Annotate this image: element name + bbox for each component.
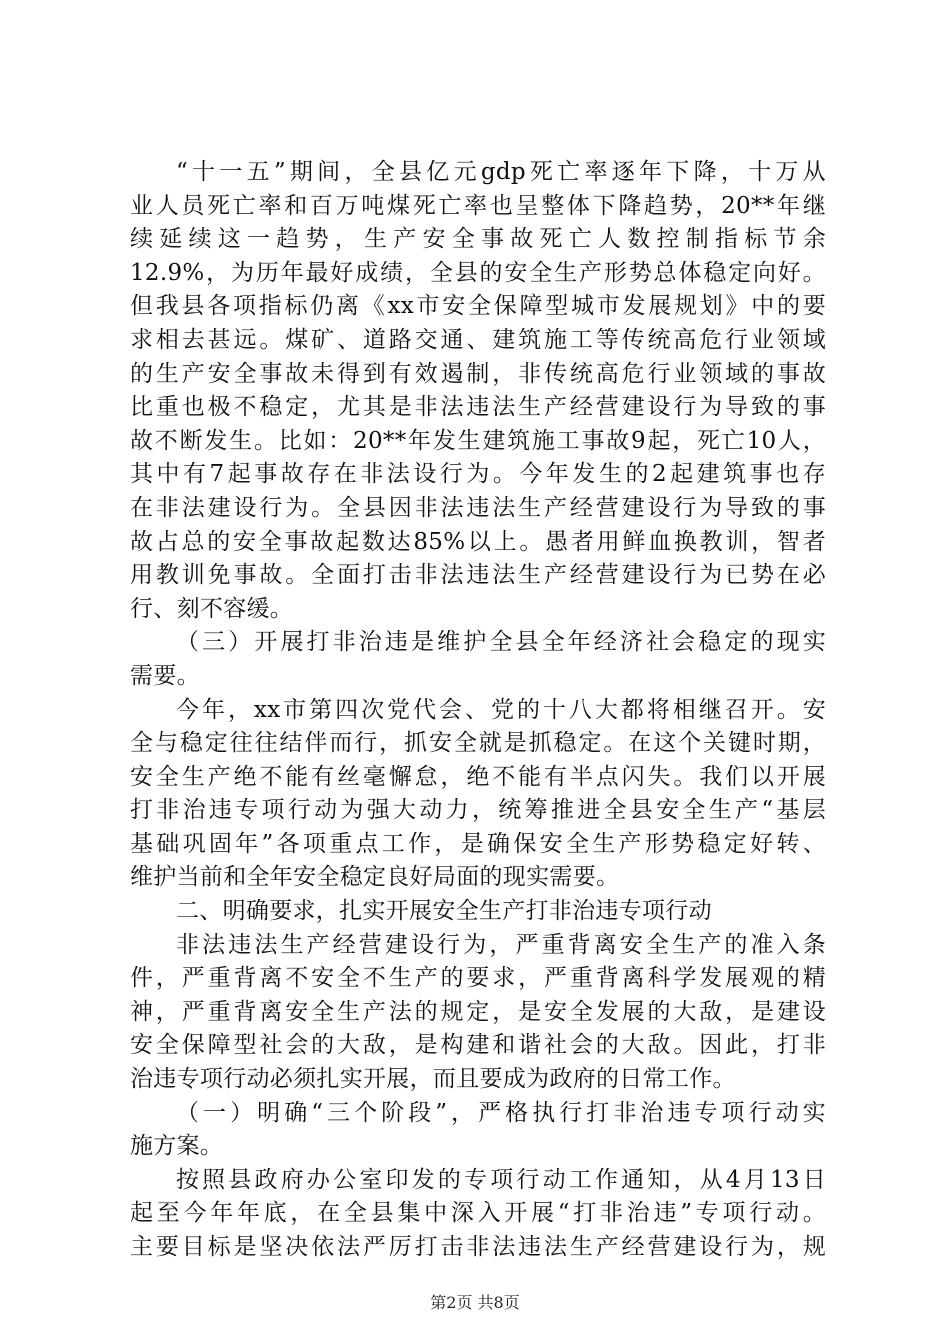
text-line: 在非法建设行为。全县因非法违法生产经营建设行为导致的事 (130, 494, 826, 521)
text-line: 神，严重背离安全生产法的规定，是安全发展的大敌，是建设 (130, 998, 826, 1025)
text-line: 非法违法生产经营建设行为，严重背离安全生产的准入条 (176, 931, 826, 958)
text-line: 件，严重背离不安全不生产的要求，严重背离科学发展观的精 (130, 965, 826, 992)
page-footer: 第2页 共8页 (430, 1293, 520, 1312)
text-line: 行、刻不容缓。 (130, 595, 294, 622)
text-line: 用教训免事故。全面打击非法违法生产经营建设行为已势在必 (130, 562, 826, 589)
text-line: 今年，xx市第四次党代会、党的十八大都将相继召开。安 (176, 696, 826, 723)
text-line: 续延续这一趋势，生产安全事故死亡人数控制指标节余 (130, 226, 826, 253)
text-line: 需要。 (130, 662, 200, 689)
text-line: 基础巩固年”各项重点工作，是确保安全生产形势稳定好转、 (130, 830, 826, 857)
text-line: 其中有7起事故存在非法设行为。今年发生的2起建筑事也存 (130, 461, 826, 488)
text-line: 全与稳定往往结伴而行，抓安全就是抓稳定。在这个关键时期， (130, 730, 826, 757)
text-line: 安全保障型社会的大敌，是构建和谐社会的大敌。因此，打非 (130, 1032, 826, 1059)
text-line: 二、明确要求，扎实开展安全生产打非治违专项行动 (176, 898, 712, 925)
text-line: 维护当前和全年安全稳定良好局面的现实需要。 (130, 864, 620, 891)
text-line: 施方案。 (130, 1133, 224, 1160)
text-line: 起至今年年底，在全县集中深入开展“打非治违”专项行动。 (130, 1200, 826, 1227)
text-line: 的生产安全事故未得到有效遏制，非传统高危行业领域的事故 (130, 360, 826, 387)
text-line: “十一五”期间，全县亿元gdp死亡率逐年下降，十万从 (176, 159, 826, 185)
document-body (130, 156, 826, 1265)
text-line: 故不断发生。比如：20**年发生建筑施工事故9起，死亡10人， (130, 427, 826, 454)
text-line: 治违专项行动必须扎实开展，而且要成为政府的日常工作。 (130, 1066, 736, 1093)
text-line: 业人员死亡率和百万吨煤死亡率也呈整体下降趋势，20**年继 (130, 192, 826, 219)
text-line: 故占总的安全事故起数达85%以上。愚者用鲜血换教训，智者 (130, 528, 826, 555)
text-line: 主要目标是坚决依法严厉打击非法违法生产经营建设行为，规 (130, 1234, 826, 1260)
text-line: 打非治违专项行动为强大动力，统筹推进全县安全生产“基层 (130, 797, 826, 824)
text-line: 安全生产绝不能有丝毫懈怠，绝不能有半点闪失。我们以开展 (130, 763, 826, 790)
text-line: （一）明确“三个阶段”，严格执行打非治违专项行动实 (176, 1099, 826, 1126)
text-line: 但我县各项指标仍离《xx市安全保障型城市发展规划》中的要 (130, 293, 826, 320)
text-line: 求相去甚远。煤矿、道路交通、建筑施工等传统高危行业领域 (130, 326, 826, 353)
text-line: （三）开展打非治违是维护全县全年经济社会稳定的现实 (176, 629, 826, 656)
text-line: 12.9%，为历年最好成绩，全县的安全生产形势总体稳定向好。 (130, 259, 826, 286)
text-line: 按照县政府办公室印发的专项行动工作通知，从4月13日 (176, 1166, 826, 1193)
text-line: 比重也极不稳定，尤其是非法违法生产经营建设行为导致的事 (130, 394, 826, 421)
